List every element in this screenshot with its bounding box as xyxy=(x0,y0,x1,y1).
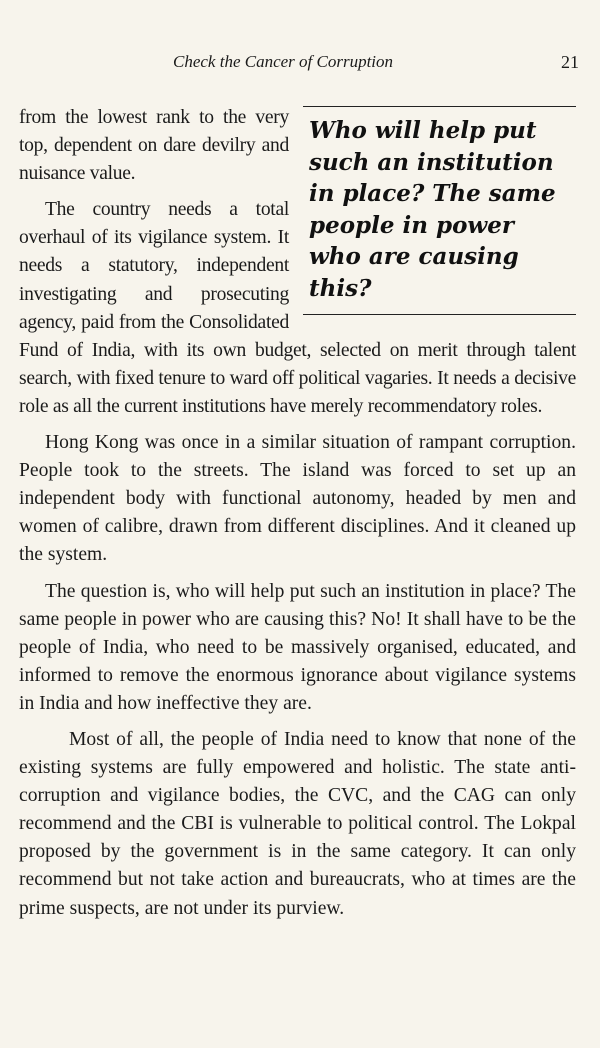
page-number: 21 xyxy=(561,52,579,72)
body-text xyxy=(19,104,576,931)
paragraph-hong-kong: Hong Kong was once in a similar situation of rampant corruption. People took to the streets. The island was forced to set up an independent body with functional autonomy, headed by men and women of calibre, drawn from different disciplines. And it cleaned up the system. xyxy=(19,432,576,566)
paragraph-most-of-all: Most of all, the people of India need to know that none of the existing systems are fully empowered and holistic. The state anti-corruption and vigilance bodies, the CVC, and the CAG can only recommend and the CBI is vulnerable to political control. The Lokpal proposed by the government is in the same category. It can only recommend but not take action and bureaucrats, who at times are the prime suspects, are not under its purview. xyxy=(19,728,576,919)
paragraph-question: The question is, who will help put such an institution in place? The same people in power who are causing this? No! It shall have to be the people of India, who need to be massively organised, educated, and informed to remove the enormous ignorance about vigilance systems in India and how ineffective they are. xyxy=(19,580,576,714)
running-title: Check the Cancer of Corruption xyxy=(173,52,394,71)
paragraph-vigilance-overhaul: The country needs a total overhaul of its vigilance system. It needs a statutory, independent investigating and prosecuting agency, paid from the Consolidated Fund of India, with its own budget, selected on merit through talent search, with fixed tenure to ward off political vagaries. It needs a decisive role as all the current institutions have merely recommendatory roles. xyxy=(19,199,576,417)
pull-quote: Who will help put such an institution in place? The same people in power who are causing this? xyxy=(303,106,576,315)
paragraph-continued: from the lowest rank to the very top, dependent on dare devilry and nuisance value. xyxy=(19,107,289,185)
page-header xyxy=(0,52,600,78)
